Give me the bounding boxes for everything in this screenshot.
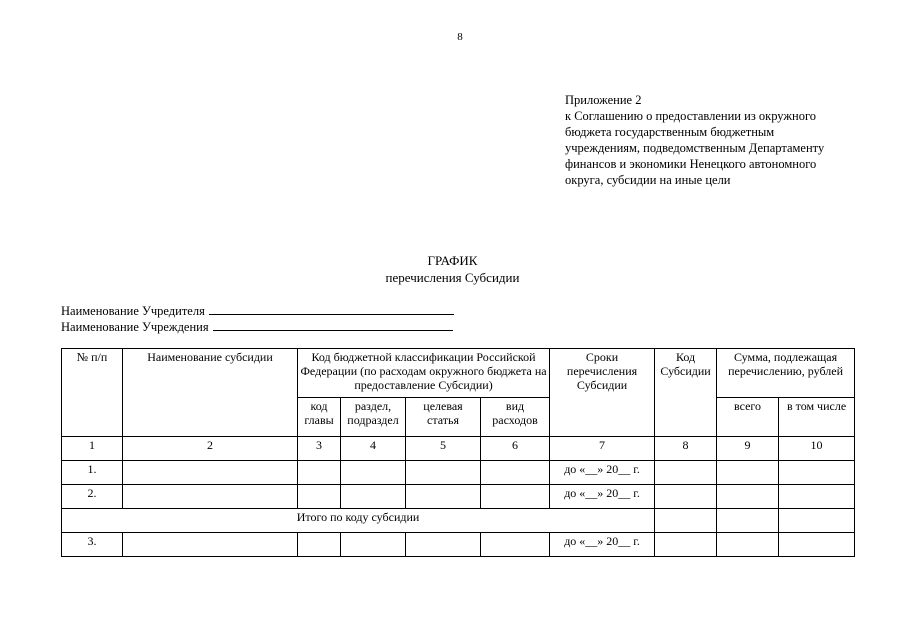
column-number: 9 bbox=[717, 437, 779, 461]
empty-cell[interactable] bbox=[655, 509, 717, 533]
subtotal-label: Итого по коду субсидии bbox=[62, 509, 655, 533]
empty-cell[interactable] bbox=[655, 485, 717, 509]
column-number: 8 bbox=[655, 437, 717, 461]
column-number: 4 bbox=[341, 437, 406, 461]
empty-cell[interactable] bbox=[655, 461, 717, 485]
header-amount-including: в том числе bbox=[779, 398, 855, 437]
empty-cell[interactable] bbox=[779, 461, 855, 485]
table-row bbox=[62, 533, 855, 557]
empty-cell[interactable] bbox=[481, 461, 550, 485]
header-vid: вид расходов bbox=[481, 398, 550, 437]
empty-cell[interactable] bbox=[298, 461, 341, 485]
appendix-line: Приложение 2 bbox=[565, 93, 642, 107]
empty-cell[interactable] bbox=[717, 485, 779, 509]
empty-cell[interactable] bbox=[406, 533, 481, 557]
row-term: до «__» 20__ г. bbox=[550, 485, 655, 509]
institution-blank-line bbox=[213, 318, 453, 331]
empty-cell[interactable] bbox=[341, 485, 406, 509]
header-code-glavy: код главы bbox=[298, 398, 341, 437]
empty-cell[interactable] bbox=[655, 533, 717, 557]
appendix-line: округа, субсидии на иные цели bbox=[565, 173, 731, 187]
header-amount: Сумма, подлежащая перечислению, рублей bbox=[717, 349, 855, 398]
institution-field bbox=[61, 318, 453, 335]
table-row bbox=[62, 485, 855, 509]
row-term: до «__» 20__ г. bbox=[550, 533, 655, 557]
column-number: 5 bbox=[406, 437, 481, 461]
founder-label: Наименование Учредителя bbox=[61, 304, 205, 318]
document-subtitle: перечисления Субсидии bbox=[385, 270, 520, 285]
column-number: 6 bbox=[481, 437, 550, 461]
schedule-table bbox=[61, 348, 855, 557]
document-title: ГРАФИК bbox=[427, 253, 478, 268]
header-amount-total: всего bbox=[717, 398, 779, 437]
empty-cell[interactable] bbox=[717, 533, 779, 557]
founder-blank-line bbox=[209, 302, 454, 315]
header-kbk: Код бюджетной классификации Российской Федерации (по расходам окружного бюджета на предоставление Субсидии) bbox=[298, 349, 550, 398]
column-number-row bbox=[62, 437, 855, 461]
empty-cell[interactable] bbox=[123, 533, 298, 557]
empty-cell[interactable] bbox=[779, 533, 855, 557]
column-number: 1 bbox=[62, 437, 123, 461]
empty-cell[interactable] bbox=[406, 485, 481, 509]
founder-field bbox=[61, 302, 454, 319]
appendix-line: финансов и экономики Ненецкого автономного bbox=[565, 157, 817, 171]
header-subsidy-code: Код Субсидии bbox=[655, 349, 717, 437]
empty-cell[interactable] bbox=[341, 461, 406, 485]
empty-cell[interactable] bbox=[298, 533, 341, 557]
empty-cell[interactable] bbox=[481, 485, 550, 509]
header-num: № п/п bbox=[62, 349, 123, 437]
header-row bbox=[62, 349, 855, 398]
appendix-line: бюджета государственным бюджетным bbox=[565, 125, 775, 139]
empty-cell[interactable] bbox=[717, 461, 779, 485]
empty-cell[interactable] bbox=[717, 509, 779, 533]
empty-cell[interactable] bbox=[123, 461, 298, 485]
column-number: 3 bbox=[298, 437, 341, 461]
column-number: 10 bbox=[779, 437, 855, 461]
header-razdel: раздел, подраздел bbox=[341, 398, 406, 437]
subtotal-row bbox=[62, 509, 855, 533]
empty-cell[interactable] bbox=[341, 533, 406, 557]
column-number: 2 bbox=[123, 437, 298, 461]
empty-cell[interactable] bbox=[779, 509, 855, 533]
empty-cell[interactable] bbox=[779, 485, 855, 509]
appendix-line: к Соглашению о предоставлении из окружного bbox=[565, 109, 817, 123]
page-number: 8 bbox=[457, 31, 463, 43]
empty-cell[interactable] bbox=[481, 533, 550, 557]
header-tselevaya: целевая статья bbox=[406, 398, 481, 437]
appendix-line: учреждениям, подведомственным Департаменту bbox=[565, 141, 825, 155]
empty-cell[interactable] bbox=[406, 461, 481, 485]
table-row bbox=[62, 461, 855, 485]
header-subsidy-name: Наименование субсидии bbox=[123, 349, 298, 437]
row-num: 3. bbox=[62, 533, 123, 557]
appendix-note bbox=[565, 92, 865, 188]
row-num: 1. bbox=[62, 461, 123, 485]
row-term: до «__» 20__ г. bbox=[550, 461, 655, 485]
empty-cell[interactable] bbox=[298, 485, 341, 509]
header-terms: Сроки перечисления Субсидии bbox=[550, 349, 655, 437]
row-num: 2. bbox=[62, 485, 123, 509]
empty-cell[interactable] bbox=[123, 485, 298, 509]
institution-label: Наименование Учреждения bbox=[61, 320, 209, 334]
column-number: 7 bbox=[550, 437, 655, 461]
